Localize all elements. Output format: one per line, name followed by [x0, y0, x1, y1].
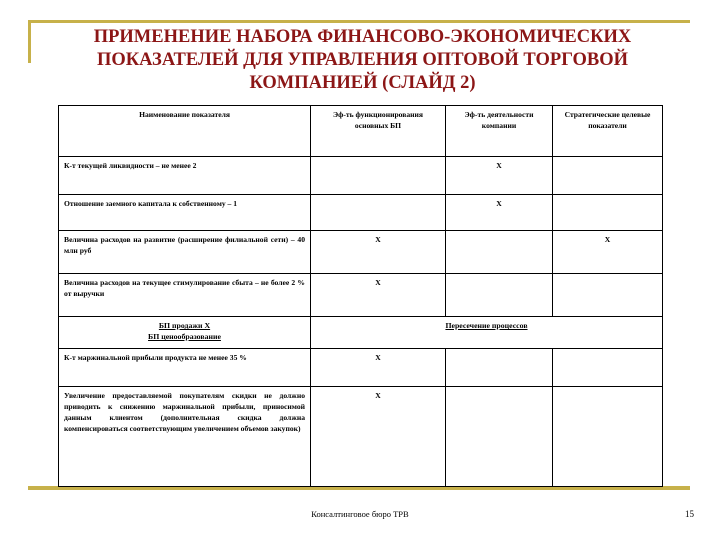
footer-company-name: Консалтинговое бюро ТРВ	[311, 509, 409, 519]
mark-cell-bp: Х	[311, 387, 446, 487]
mark-cell-bp: Х	[311, 349, 446, 387]
mark-cell-strategic	[553, 387, 663, 487]
indicator-label: К-т текущей ликвидности – не менее 2	[59, 157, 311, 195]
table-row-process-intersection	[59, 317, 663, 349]
indicator-label: Величина расходов на развитие (расширение филиальной сети) – 40 млн руб	[59, 231, 311, 274]
mark-cell-company	[446, 349, 553, 387]
decorative-left-rule	[28, 20, 31, 63]
mark-cell-bp: Х	[311, 231, 446, 274]
table-header	[59, 106, 663, 157]
process-intersection-label: Пересечение процессов	[445, 321, 528, 330]
indicators-matrix-table	[58, 105, 663, 487]
table-body	[59, 157, 663, 487]
column-header-bp-efficiency: Эф-ть функционирования основных БП	[311, 106, 446, 157]
mark-cell-strategic	[553, 195, 663, 231]
mark-cell-company	[446, 274, 553, 317]
table-row	[59, 157, 663, 195]
process-intersection-cell	[311, 317, 663, 349]
mark-cell-strategic: Х	[553, 231, 663, 274]
table-row	[59, 195, 663, 231]
process-names-cell	[59, 317, 311, 349]
slide-page-number: 15	[685, 509, 694, 519]
table-row	[59, 387, 663, 487]
indicator-label: Отношение заемного капитала к собственному – 1	[59, 195, 311, 231]
process-name-sales: БП продажи Х	[158, 321, 211, 330]
mark-cell-strategic	[553, 274, 663, 317]
column-header-strategic-targets: Стратегические целевые показатели	[553, 106, 663, 157]
process-name-pricing: БП ценообразование	[148, 332, 221, 341]
mark-cell-bp	[311, 157, 446, 195]
indicator-label: Величина расходов на текущее стимулирование сбыта – не более 2 % от выручки	[59, 274, 311, 317]
table-row	[59, 274, 663, 317]
mark-cell-company	[446, 387, 553, 487]
mark-cell-company: Х	[446, 157, 553, 195]
mark-cell-company: Х	[446, 195, 553, 231]
mark-cell-bp: Х	[311, 274, 446, 317]
column-header-company-efficiency: Эф-ть деятельности компании	[446, 106, 553, 157]
column-header-indicator-name: Наименование показателя	[59, 106, 311, 157]
mark-cell-bp	[311, 195, 446, 231]
table-header-row	[59, 106, 663, 157]
mark-cell-strategic	[553, 349, 663, 387]
indicator-label: Увеличение предоставляемой покупателям скидки не должно приводить к снижению маржинальной прибыли, приносимой данным клиентом (дополнительная скидка должна компенсироваться соответствующим увеличением объемов закупок)	[59, 387, 311, 487]
slide-title: ПРИМЕНЕНИЕ НАБОРА ФИНАНСОВО-ЭКОНОМИЧЕСКИХ ПОКАЗАТЕЛЕЙ ДЛЯ УПРАВЛЕНИЯ ОПТОВОЙ ТОРГОВОЙ КОМПАНИЕЙ (СЛАЙД 2)	[93, 27, 632, 93]
mark-cell-strategic	[553, 157, 663, 195]
table-row	[59, 349, 663, 387]
table-row	[59, 231, 663, 274]
indicator-label: К-т маржинальной прибыли продукта не менее 35 %	[59, 349, 311, 387]
decorative-top-rule	[28, 20, 690, 23]
mark-cell-company	[446, 231, 553, 274]
